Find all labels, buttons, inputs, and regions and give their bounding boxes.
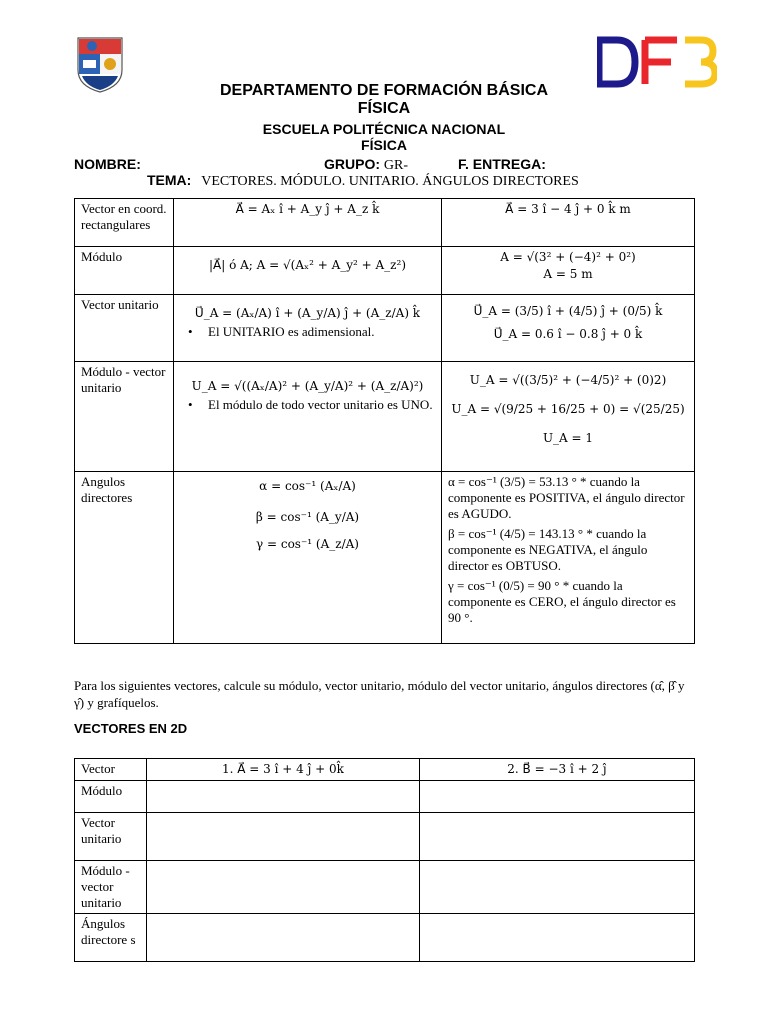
tema-field	[147, 172, 579, 190]
example-cell	[442, 472, 695, 644]
formula-cell: A⃗ = Aₓ î + A_y ĵ + A_z k̂	[174, 199, 442, 247]
answer-cell[interactable]	[419, 914, 694, 962]
row-label: Angulos directores	[75, 472, 174, 644]
section-heading: VECTORES EN 2D	[74, 721, 188, 736]
unit-module-bullet: • El módulo de todo vector unitario es UNO.	[208, 397, 435, 412]
example-cell	[442, 247, 695, 295]
table-row	[75, 781, 695, 813]
table-row	[75, 362, 695, 472]
module-example-1: A = √(3² + (−4)² + 0²)	[500, 250, 636, 264]
example-cell	[442, 362, 695, 472]
grupo-value: GR-	[383, 158, 409, 173]
row-label: Vector unitario	[75, 813, 147, 861]
row-label: Vector en coord. rectangulares	[75, 199, 174, 247]
answer-cell[interactable]	[419, 781, 694, 813]
unit-formula: U⃗_A = (Aₓ/A) î + (A_y/A) ĵ + (A_z/A) k̂	[194, 306, 421, 320]
row-label: Módulo	[75, 247, 174, 295]
answer-cell[interactable]	[146, 914, 419, 962]
table-row	[75, 295, 695, 362]
subject-title: FÍSICA	[357, 100, 411, 117]
row-label: Módulo	[75, 781, 147, 813]
unit-bullet: • El UNITARIO es adimensional.	[208, 324, 435, 339]
module-formula: |A⃗| ó A; A = √(Aₓ² + A_y² + A_z²)	[208, 258, 406, 272]
department-title: DEPARTAMENTO DE FORMACIÓN BÁSICA	[220, 82, 548, 99]
example-cell: A⃗ = 3 î − 4 ĵ + 0 k̂ m	[442, 199, 695, 247]
exercise-table	[74, 758, 695, 962]
vector-b-header: 2. B⃗ = −3 î + 2 ĵ	[419, 759, 694, 781]
grupo-label: GRUPO:	[324, 156, 380, 172]
beta-example: β = cos⁻¹ (4/5) = 143.13 ° * cuando la componente es NEGATIVA, el ángulo director es OBTUSO.	[448, 526, 648, 573]
table-row	[75, 914, 695, 962]
answer-cell[interactable]	[419, 813, 694, 861]
table-row	[75, 472, 695, 644]
table-row	[75, 199, 695, 247]
unit-module-example-2: U_A = √(9/25 + 16/25 + 0) = √(25/25)	[451, 402, 685, 416]
subject-subtitle: FÍSICA	[361, 137, 407, 153]
answer-cell[interactable]	[419, 861, 694, 914]
row-label: Ángulos directore s	[75, 914, 147, 962]
table-row	[75, 813, 695, 861]
formula-cell	[174, 247, 442, 295]
example-cell	[442, 295, 695, 362]
alpha-example: α = cos⁻¹ (3/5) = 53.13 ° * cuando la componente es POSITIVA, el ángulo director es AGUDO.	[448, 474, 685, 521]
unit-module-formula: U_A = √((Aₓ/A)² + (A_y/A)² + (A_z/A)²)	[191, 379, 424, 393]
unit-module-example-3: U_A = 1	[542, 431, 594, 445]
row-label: Módulo - vector unitario	[75, 362, 174, 472]
school-title: ESCUELA POLITÉCNICA NACIONAL	[262, 121, 506, 137]
nombre-label: NOMBRE:	[74, 156, 141, 172]
row-label: Vector	[75, 759, 147, 781]
alpha-formula: α = cos⁻¹ (Aₓ/A)	[259, 479, 356, 493]
table-row	[75, 759, 695, 781]
formula-cell	[174, 362, 442, 472]
answer-cell[interactable]	[146, 813, 419, 861]
theory-table	[74, 198, 695, 644]
dfb-logo	[597, 36, 717, 88]
tema-label: TEMA:	[147, 172, 192, 188]
beta-formula: β = cos⁻¹ (A_y/A)	[255, 510, 360, 524]
unit-example-1: U⃗_A = (3/5) î + (4/5) ĵ + (0/5) k̂	[473, 304, 663, 318]
vector-a-header: 1. A⃗ = 3 î + 4 ĵ + 0k̂	[146, 759, 419, 781]
instructions-text: Para los siguientes vectores, calcule su módulo, vector unitario, módulo del vector unitario, ángulos directores (α̂, β̂ y γ̂) y grafíquelos.	[74, 678, 685, 710]
unit-example-2: U⃗_A = 0.6 î − 0.8 ĵ + 0 k̂	[493, 327, 643, 341]
tema-value: VECTORES. MÓDULO. UNITARIO. ÁNGULOS DIRECTORES	[201, 174, 579, 189]
table-row	[75, 247, 695, 295]
module-example-2: A = 5 m	[543, 267, 593, 281]
row-label: Módulo - vector unitario	[75, 861, 147, 914]
formula-cell	[174, 295, 442, 362]
gamma-formula: γ = cos⁻¹ (A_z/A)	[256, 537, 359, 551]
gamma-example: γ = cos⁻¹ (0/5) = 90 ° * cuando la componente es CERO, el ángulo director es 90 °.	[448, 578, 676, 625]
table-row	[75, 861, 695, 914]
formula-cell	[174, 472, 442, 644]
unit-module-example-1: U_A = √((3/5)² + (−4/5)² + (0)2)	[469, 373, 667, 387]
row-label: Vector unitario	[75, 295, 174, 362]
entrega-label: F. ENTREGA:	[458, 156, 546, 172]
answer-cell[interactable]	[146, 861, 419, 914]
answer-cell[interactable]	[146, 781, 419, 813]
